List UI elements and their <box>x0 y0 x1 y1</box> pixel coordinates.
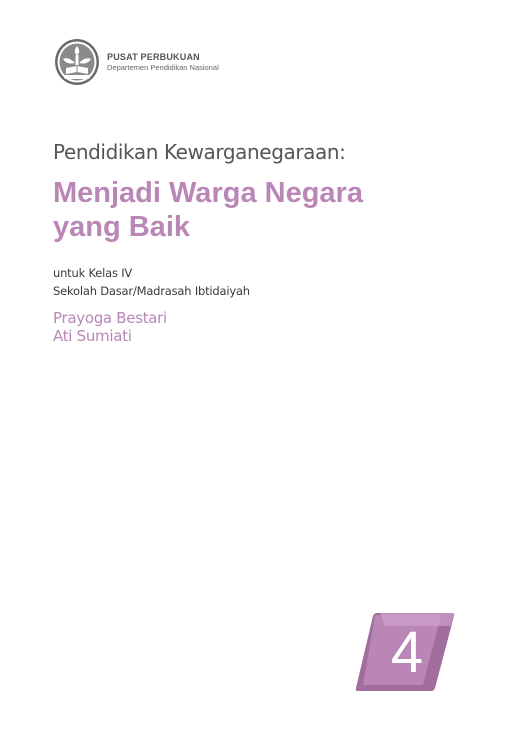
grade-level <box>53 264 250 300</box>
tut-wuri-handayani-emblem-icon <box>53 37 101 87</box>
book-title-line-1: Menjadi Warga Negara <box>53 177 363 209</box>
publisher-text <box>107 52 219 73</box>
book-title <box>53 176 363 244</box>
book-title-line-2: yang Baik <box>53 211 190 243</box>
grade-level-line-2: Sekolah Dasar/Madrasah Ibtidaiyah <box>53 284 250 298</box>
volume-number: 4 <box>390 619 424 685</box>
publisher-department: Departemen Pendidikan Nasional <box>107 62 219 72</box>
authors <box>53 309 167 345</box>
grade-level-line-1: untuk Kelas IV <box>53 266 133 280</box>
publisher-header <box>53 37 219 87</box>
book-subject: Pendidikan Kewarganegaraan: <box>53 140 346 164</box>
author-name: Ati Sumiati <box>53 327 132 345</box>
author-name: Prayoga Bestari <box>53 309 167 327</box>
publisher-name: PUSAT PERBUKUAN <box>107 51 200 62</box>
